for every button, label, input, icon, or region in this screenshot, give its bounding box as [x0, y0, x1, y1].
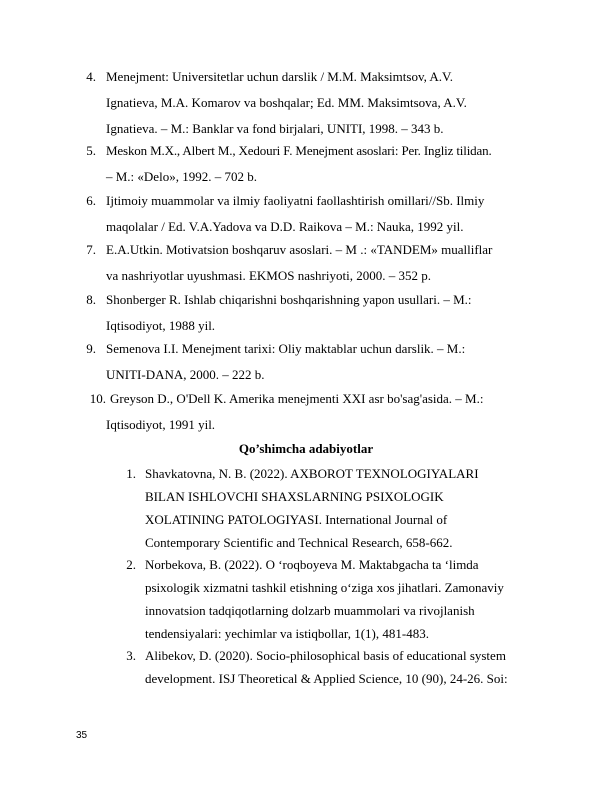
reference-line: Semenova I.I. Menejment tarixi: Oliy maktablar uchun darslik. – M.: — [106, 341, 466, 356]
reference-line: va nashriyotlar uyushmasi. EKMOS nashriyoti, 2000. – 352 p. — [106, 268, 431, 283]
additional-reference-number: 2. — [126, 557, 136, 572]
additional-reference-number: 1. — [126, 466, 136, 481]
reference-line: Ignatieva. – M.: Banklar va fond birjalari, UNITI, 1998. – 343 b. — [106, 121, 444, 136]
additional-reference-line: Alibekov, D. (2020). Socio-philosophical basis of educational system — [145, 648, 506, 663]
page-number: 35 — [76, 730, 88, 741]
reference-line: Ignatieva, M.A. Komarov va boshqalar; Ed. MM. Maksimtsova, A.V. — [106, 95, 467, 110]
section-heading: Qo’shimcha adabiyotlar — [238, 441, 374, 456]
reference-number: 4. — [86, 69, 96, 84]
additional-reference-line: Shavkatovna, N. B. (2022). AXBOROT TEXNOLOGIYALARI — [145, 466, 479, 481]
reference-line: E.A.Utkin. Motivatsion boshqaruv asoslari. – M .: «TANDEM» mualliflar — [106, 242, 493, 257]
reference-line: maqolalar / Ed. V.A.Yadova va D.D. Raikova – M.: Nauka, 1992 yil. — [106, 219, 464, 234]
additional-reference-line: XOLATINING PATOLOGIYASI. International Journal of — [145, 512, 448, 527]
reference-line: Shonberger R. Ishlab chiqarishni boshqarishning yapon usullari. – M.: — [106, 292, 472, 307]
reference-line: UNITI-DANA, 2000. – 222 b. — [106, 367, 265, 382]
reference-line: Menejment: Universitetlar uchun darslik / M.M. Maksimtsov, A.V. — [106, 69, 453, 84]
reference-line: Iqtisodiyot, 1988 yil. — [106, 318, 216, 333]
additional-reference-line: psixologik xizmatni tashkil etishning o‘ziga xos jihatlari. Zamonaviy — [145, 580, 504, 595]
reference-number: 5. — [86, 143, 96, 158]
reference-line: Iqtisodiyot, 1991 yil. — [106, 417, 216, 432]
additional-reference-number: 3. — [126, 648, 136, 663]
reference-line: Greyson D., O'Dell K. Amerika menejmenti XXI asr bo'sag'asida. – M.: — [110, 391, 484, 406]
reference-number: 9. — [86, 341, 96, 356]
reference-number: 7. — [86, 242, 96, 257]
reference-line: Meskon M.X., Albert M., Xedouri F. Menejment asoslari: Per. Ingliz tilidan. — [106, 143, 492, 158]
reference-line: – M.: «Delo», 1992. – 702 b. — [106, 169, 257, 184]
reference-number: 6. — [86, 193, 96, 208]
additional-reference-line: tendensiyalari: yechimlar va istiqbollar, 1(1), 481-483. — [145, 626, 429, 641]
additional-reference-line: BILAN ISHLOVCHI SHAXSLARNING PSIXOLOGIK — [145, 489, 444, 504]
reference-number: 8. — [86, 292, 96, 307]
additional-reference-line: Norbekova, B. (2022). O ‘roqboyeva M. Maktabgacha ta ‘limda — [145, 557, 479, 572]
additional-reference-line: innovatsion tadqiqotlarning dolzarb muammolari va rivojlanish — [145, 603, 475, 618]
reference-line: Ijtimoiy muammolar va ilmiy faoliyatni faollashtirish omillari//Sb. Ilmiy — [106, 193, 485, 208]
additional-reference-line: development. ISJ Theoretical & Applied Science, 10 (90), 24-26. Soi: — [145, 671, 508, 686]
additional-reference-line: Contemporary Scientific and Technical Research, 658-662. — [145, 535, 453, 550]
reference-number: 10. — [89, 391, 106, 406]
